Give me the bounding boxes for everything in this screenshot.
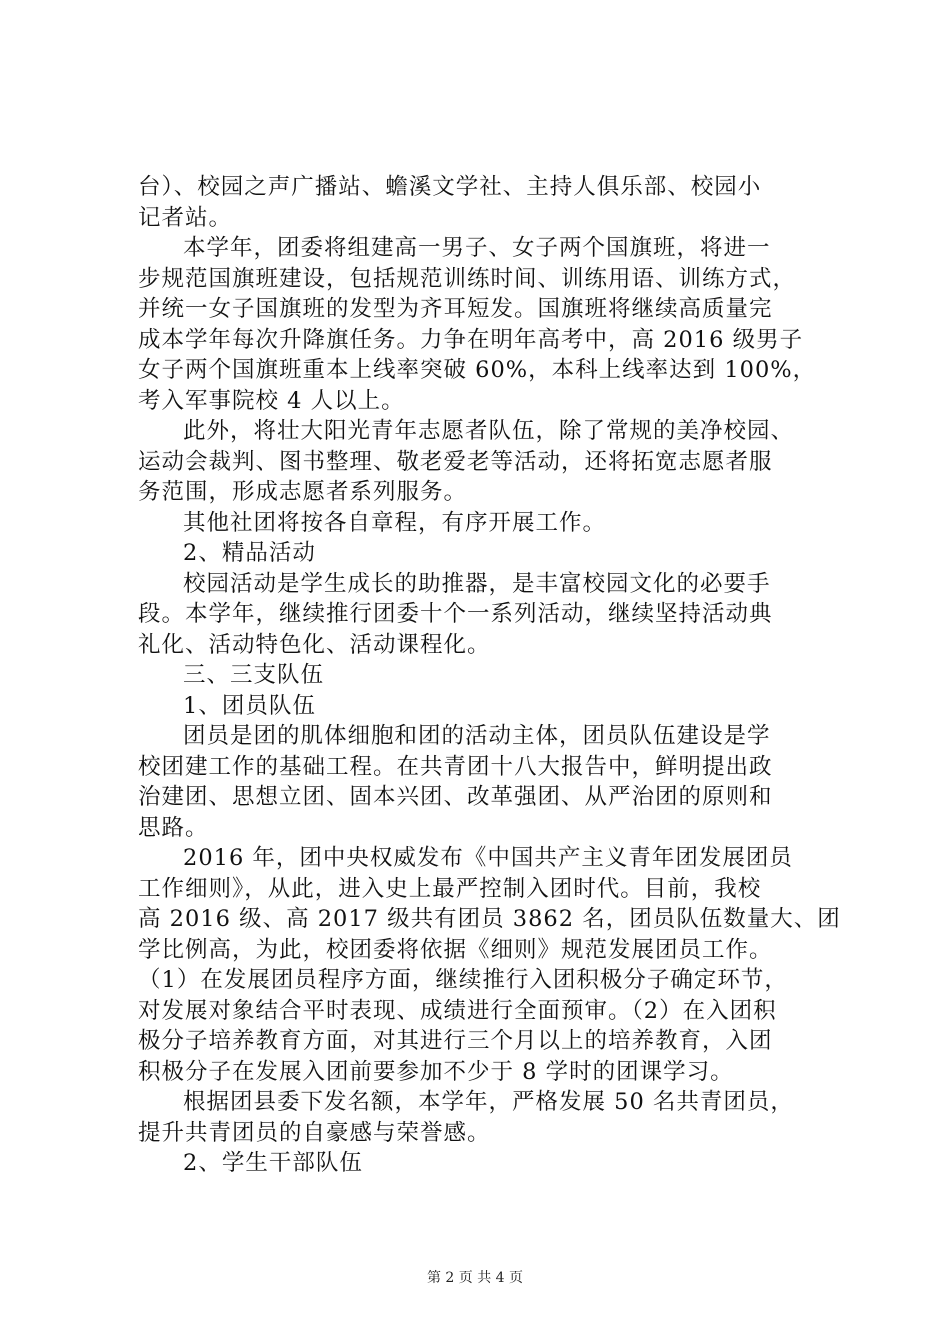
text-line: 思路。 — [138, 814, 209, 841]
section-heading: 2、学生干部队伍 — [183, 1150, 363, 1176]
text-line: 校团建工作的基础工程。在共青团十八大报告中，鲜明提出政 — [138, 753, 773, 780]
text-line: 段。本学年，继续推行团委十个一系列活动，继续坚持活动典 — [138, 601, 773, 627]
text-line: 其他社团将按各自章程，有序开展工作。 — [183, 509, 607, 536]
document-body — [138, 172, 841, 1179]
text-line: 礼化、活动特色化、活动课程化。 — [138, 631, 491, 658]
text-line: 成本学年每次升降旗任务。力争在明年高考中，高 2016 级男子 — [138, 326, 804, 353]
text-line: 2016 年，团中央权威发布《中国共产主义青年团发展团员 — [183, 845, 793, 871]
text-line: 务范围，形成志愿者系列服务。 — [138, 479, 468, 505]
text-line: （1）在发展团员程序方面，继续推行入团积极分子确定环节， — [138, 967, 788, 993]
text-line: 团员是团的肌体细胞和团的活动主体，团员队伍建设是学 — [183, 723, 771, 749]
section-heading: 1、团员队伍 — [183, 692, 316, 719]
text-line: 校园活动是学生成长的助推器，是丰富校园文化的必要手 — [183, 570, 771, 597]
section-heading: 三、三支队伍 — [183, 662, 325, 688]
text-line: 治建团、思想立团、固本兴团、改革强团、从严治团的原则和 — [138, 784, 773, 810]
text-line: 对发展对象结合平时表现、成绩进行全面预审。（2）在入团积 — [138, 997, 777, 1024]
text-line: 此外，将壮大阳光青年志愿者队伍，除了常规的美净校园、 — [183, 418, 795, 444]
text-line: 女子两个国旗班重本上线率突破 60%，本科上线率达到 100%， — [138, 357, 817, 383]
text-line: 步规范国旗班建设，包括规范训练时间、训练用语、训练方式， — [138, 265, 797, 292]
text-line: 积极分子在发展入团前要参加不少于 8 学时的团课学习。 — [138, 1058, 734, 1085]
section-heading: 2、精品活动 — [183, 540, 316, 566]
text-line: 运动会裁判、图书整理、敬老爱老等活动，还将拓宽志愿者服 — [138, 448, 773, 475]
text-line: 极分子培养教育方面，对其进行三个月以上的培养教育，入团 — [138, 1028, 773, 1054]
text-line: 记者站。 — [138, 204, 233, 231]
text-line: 考入军事院校 4 人以上。 — [138, 387, 405, 414]
text-line: 本学年，团委将组建高一男子、女子两个国旗班，将进一 — [183, 235, 771, 261]
text-line: 根据团县委下发名额，本学年，严格发展 50 名共青团员， — [183, 1089, 794, 1115]
page-number-footer: 第 2 页 共 4 页 — [426, 1270, 524, 1286]
text-line: 并统一女子国旗班的发型为齐耳短发。国旗班将继续高质量完 — [138, 296, 773, 322]
text-line: 台）、校园之声广播站、蟾溪文学社、主持人俱乐部、校园小 — [138, 174, 762, 200]
text-line: 学比例高，为此，校团委将依据《细则》规范发展团员工作。 — [138, 936, 773, 963]
text-line: 工作细则》，从此，进入史上最严控制入团时代。目前，我校 — [138, 875, 762, 902]
text-line: 高 2016 级、高 2017 级共有团员 3862 名，团员队伍数量大、团 — [138, 906, 841, 932]
text-line: 提升共青团员的自豪感与荣誉感。 — [138, 1119, 491, 1146]
